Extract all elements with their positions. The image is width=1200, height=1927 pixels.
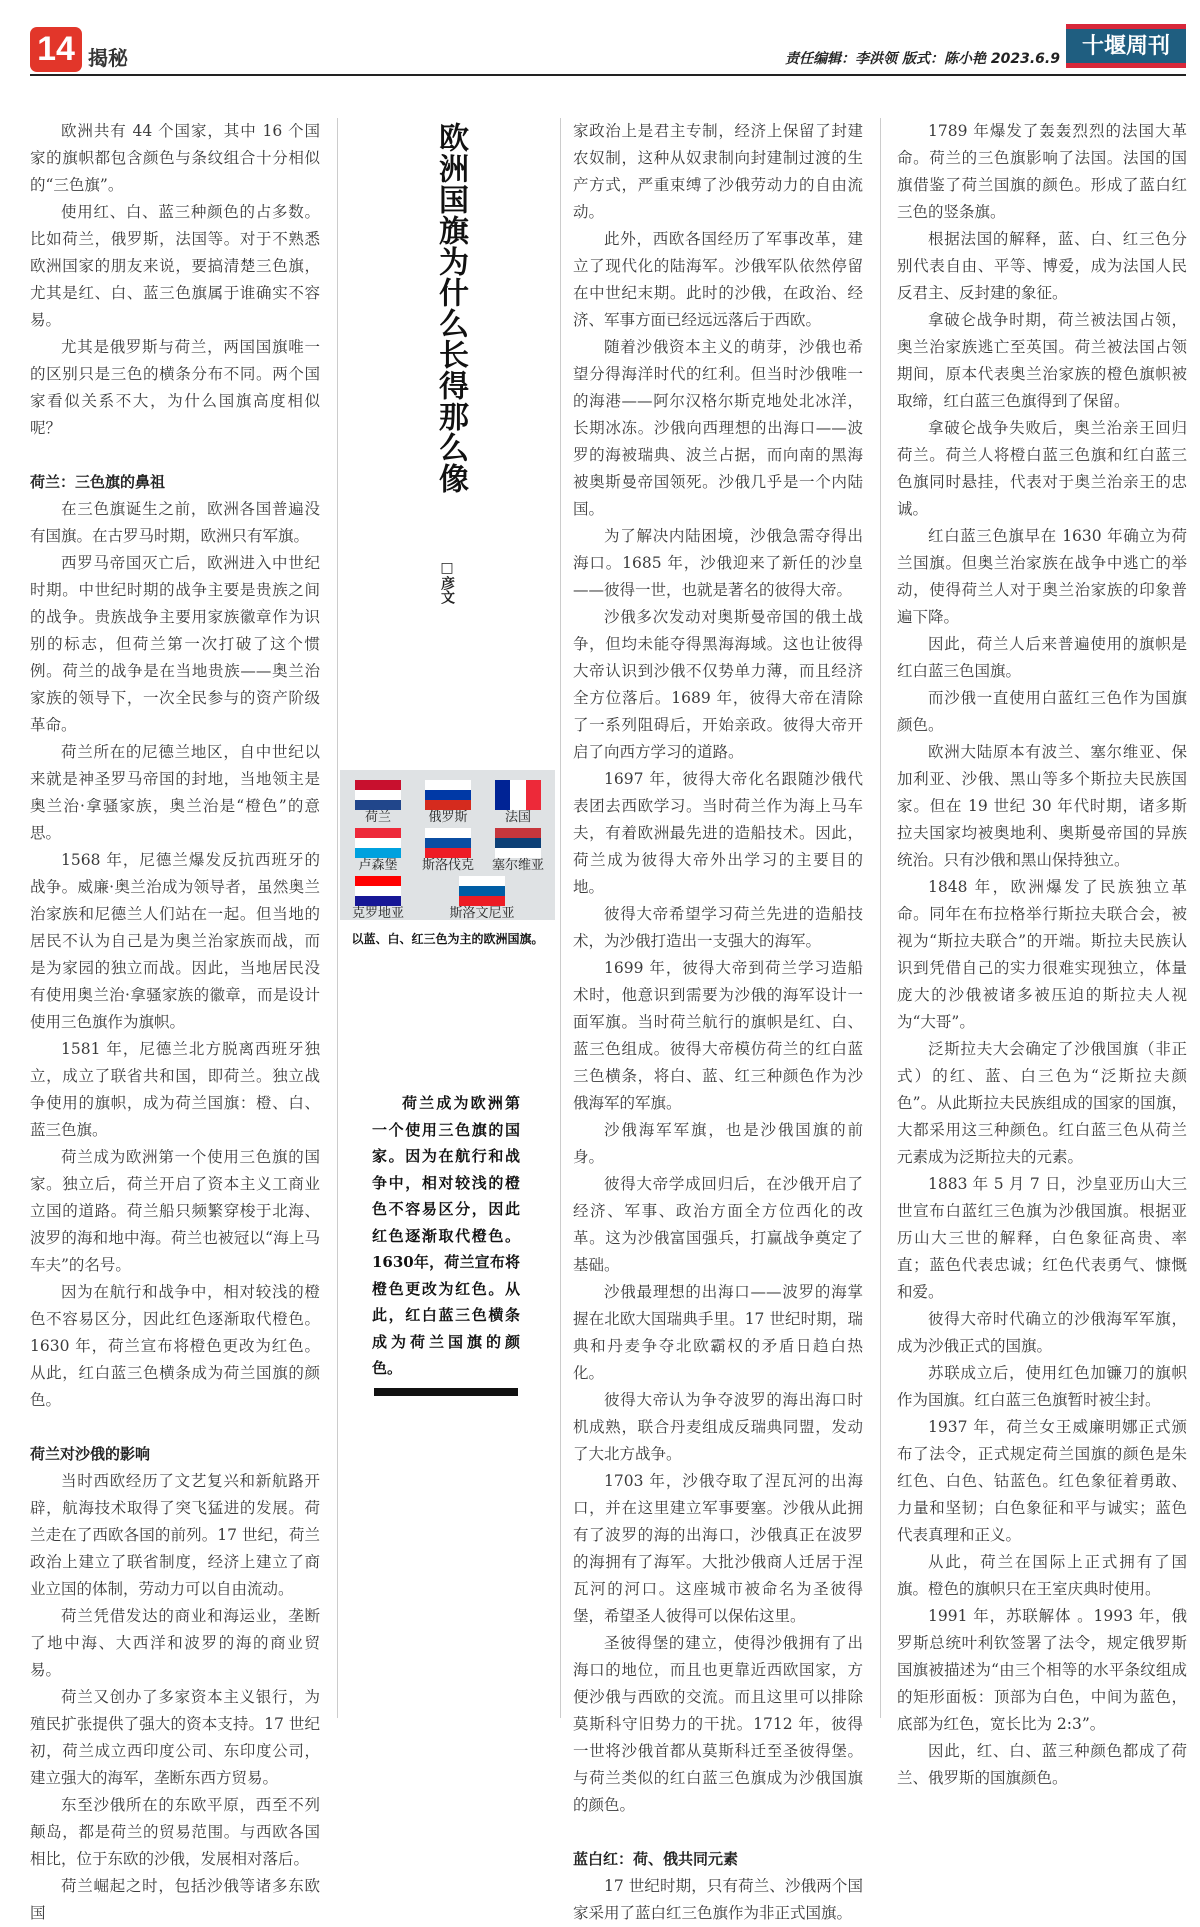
- flag-label: 卢森堡: [358, 858, 398, 873]
- paragraph: 1789 年爆发了轰轰烈烈的法国大革命。荷兰的三色旗影响了法国。法国的国旗借鉴了荷兰国旗的颜色。形成了蓝白红三色的竖条旗。: [897, 122, 1187, 221]
- paragraph: 1697 年，彼得大帝化名跟随沙俄代表团去西欧学习。当时荷兰作为海上马车夫，有着欧洲最先进的造船技术。因此，荷兰成为彼得大帝外出学习的主要目的地。: [573, 770, 863, 896]
- paragraph: 因此，荷兰人后来普遍使用的旗帜是红白蓝三色国旗。: [897, 635, 1187, 680]
- section-label: 揭秘: [88, 46, 128, 70]
- section-heading: 蓝白红：荷、俄共同元素: [573, 1850, 739, 1868]
- flag-label: 俄罗斯: [428, 810, 468, 825]
- article-column-3: [573, 118, 863, 1927]
- column-divider: [337, 118, 338, 1718]
- paragraph: 彼得大帝认为争夺波罗的海出海口时机成熟，联合丹麦组成反瑞典同盟，发动了大北方战争。: [573, 1391, 863, 1463]
- flag-label: 法国: [504, 810, 531, 825]
- paragraph: 荷兰所在的尼德兰地区，自中世纪以来就是神圣罗马帝国的封地，当地领主是奥兰治·拿骚家族，奥兰治是“橙色”的意思。: [30, 743, 320, 842]
- paragraph: 使用红、白、蓝三种颜色的占多数。比如荷兰，俄罗斯，法国等。对于不熟悉欧洲国家的朋友来说，要搞清楚三色旗，尤其是红、白、蓝三色旗属于谁确实不容易。: [30, 203, 320, 329]
- paragraph: 东至沙俄所在的东欧平原，西至不列颠岛，都是荷兰的贸易范围。与西欧各国相比，位于东欧的沙俄，发展相对落后。: [30, 1796, 320, 1868]
- paragraph: 沙俄多次发动对奥斯曼帝国的俄土战争，但均未能夺得黑海海域。这也让彼得大帝认识到沙俄不仅势单力薄，而且经济全方位落后。1689 年，彼得大帝在清除了一系列阻碍后，开始亲政。彼得大帝开启了向西方学习的道路。: [573, 608, 863, 761]
- paragraph: 拿破仑战争失败后，奥兰治亲王回归荷兰。荷兰人将橙白蓝三色旗和红白蓝三色旗同时悬挂，代表对于奥兰治亲王的忠诚。: [897, 419, 1187, 518]
- flag-icon: [355, 780, 401, 810]
- paragraph: 因为在航行和战争中，相对较浅的橙色不容易区分，因此红色逐渐取代橙色。1630 年，荷兰宣布将橙色更改为红色。从此，红白蓝三色横条成为荷兰国旗的颜色。: [30, 1283, 320, 1409]
- paragraph: 此外，西欧各国经历了军事改革，建立了现代化的陆海军。沙俄军队依然停留在中世纪末期。此时的沙俄，在政治、经济、军事方面已经远远落后于西欧。: [573, 230, 863, 329]
- paragraph: 欧洲大陆原本有波兰、塞尔维亚、保加利亚、沙俄、黑山等多个斯拉夫民族国家。但在 19 世纪 30 年代时期，诸多斯拉夫国家均被奥地利、奥斯曼帝国的异族统治。只有沙俄和黑山保持独立。: [897, 743, 1187, 869]
- paragraph: 而沙俄一直使用白蓝红三色作为国旗颜色。: [897, 689, 1187, 734]
- flag-label: 塞尔维亚: [491, 858, 544, 873]
- paragraph: 当时西欧经历了文艺复兴和新航路开辟，航海技术取得了突飞猛进的发展。荷兰走在了西欧各国的前列。17 世纪，荷兰政治上建立了联省制度，经济上建立了商业立国的体制，劳动力可以自由流动。: [30, 1472, 320, 1598]
- article-column-4: [897, 118, 1187, 1792]
- paragraph: 1699 年，彼得大帝到荷兰学习造船术时，他意识到需要为沙俄的海军设计一面军旗。当时荷兰航行的旗帜是红、白、蓝三色组成。彼得大帝模仿荷兰的红白蓝三色横条，将白、蓝、红三种颜色作为沙俄海军的军旗。: [573, 959, 863, 1112]
- pull-quote-bar: [374, 1388, 518, 1396]
- flag-label: 荷兰: [364, 810, 391, 825]
- column-divider: [880, 118, 881, 1718]
- paragraph: 苏联成立后，使用红色加镰刀的旗帜作为国旗。红白蓝三色旗暂时被尘封。: [897, 1364, 1187, 1409]
- paragraph: 尤其是俄罗斯与荷兰，两国国旗唯一的区别只是三色的横条分布不同。两个国家看似关系不大，为什么国旗高度相似呢？: [30, 338, 320, 437]
- paragraph: 1568 年，尼德兰爆发反抗西班牙的战争。威廉·奥兰治成为领导者，虽然奥兰治家族和尼德兰人们站在一起。但当地的居民不认为自己是为奥兰治家族而战，而是为家园的独立而战。因此，当地居民没有使用奥兰治·拿骚家族的徽章，而是设计使用三色旗作为旗帜。: [30, 851, 320, 1031]
- pull-quote: 荷兰成为欧洲第一个使用三色旗的国家。因为在航行和战争中，相对较浅的橙色不容易区分，因此红色逐渐取代橙色。1630年，荷兰宣布将橙色更改为红色。从此，红白蓝三色横条成为荷兰国旗的颜色。: [372, 1094, 520, 1377]
- paragraph: 1937 年，荷兰女王威廉明娜正式颁布了法令，正式规定荷兰国旗的颜色是朱红色、白色、钴蓝色。红色象征着勇敢、力量和坚韧；白色象征和平与诚实；蓝色代表真理和正义。: [897, 1418, 1187, 1544]
- flag-5: [412, 822, 484, 874]
- paragraph: 从此，荷兰在国际上正式拥有了国旗。橙色的旗帜只在王室庆典时使用。: [897, 1553, 1187, 1598]
- paragraph: 随着沙俄资本主义的萌芽，沙俄也希望分得海洋时代的红利。但当时沙俄唯一的海港——阿尔汉格尔斯克地处北冰洋，长期冰冻。沙俄向西理想的出海口——波罗的海被瑞典、波兰占据，而向南的黑海被奥斯曼帝国领死。沙俄几乎是一个内陆国。: [573, 338, 863, 518]
- paragraph: 圣彼得堡的建立，使得沙俄拥有了出海口的地位，而且也更靠近西欧国家，方便沙俄与西欧的交流。而且这里可以排除莫斯科守旧势力的干扰。1712 年，彼得一世将沙俄首都从莫斯科迁至圣彼得堡。与荷兰类似的红白蓝三色旗成为沙俄国旗的颜色。: [573, 1634, 863, 1814]
- flag-icon: [495, 780, 541, 810]
- flag-icon: [425, 828, 471, 858]
- paragraph: 因此，红、白、蓝三种颜色都成了荷兰、俄罗斯的国旗颜色。: [897, 1742, 1187, 1787]
- paragraph: 西罗马帝国灭亡后，欧洲进入中世纪时期。中世纪时期的战争主要是贵族之间的战争。贵族战争主要用家族徽章作为识别的标志，但荷兰第一次打破了这个惯例。荷兰的战争是在当地贵族——奥兰治家族的领导下，一次全民参与的资产阶级革命。: [30, 554, 320, 734]
- section-heading: 荷兰对沙俄的影响: [30, 1445, 151, 1463]
- flag-7: [342, 870, 414, 922]
- paragraph: 根据法国的解释，蓝、白、红三色分别代表自由、平等、博爱，成为法国人民反君主、反封建的象征。: [897, 230, 1187, 302]
- header-rule: [30, 74, 1186, 76]
- paragraph: 红白蓝三色旗早在 1630 年确立为荷兰国旗。但奥兰治家族在战争中逃亡的举动，使得荷兰人对于奥兰治家族的印象普遍下降。: [897, 527, 1187, 626]
- paragraph: 荷兰成为欧洲第一个使用三色旗的国家。独立后，荷兰开启了资本主义工商业立国的道路。荷兰船只频繁穿梭于北海、波罗的海和地中海。荷兰也被冠以“海上马车夫”的名号。: [30, 1148, 320, 1274]
- byline: □彦文: [439, 560, 455, 604]
- editor-credits: 责任编辑：李洪领 版式：陈小艳 2023.6.9: [785, 51, 1060, 67]
- flag-4: [342, 822, 414, 874]
- pull-quote-box: [372, 1090, 520, 1396]
- paragraph: 沙俄最理想的出海口——波罗的海掌握在北欧大国瑞典手里。17 世纪时期，瑞典和丹麦争夺北欧霸权的矛盾日趋白热化。: [573, 1283, 863, 1382]
- flag-label: 斯洛文尼亚: [449, 906, 515, 921]
- paragraph: 1991 年，苏联解体 。1993 年，俄罗斯总统叶利钦签署了法令，规定俄罗斯国旗被描述为“由三个相等的水平条纹组成的矩形面板：顶部为白色，中间为蓝色，底部为红色，宽长比为 2:3”。: [897, 1607, 1187, 1733]
- flag-icon: [459, 876, 505, 906]
- flag-label: 克罗地亚: [351, 906, 404, 921]
- paragraph: 泛斯拉夫大会确定了沙俄国旗（非正式）的红、蓝、白三色为“泛斯拉夫颜色”。从此斯拉夫民族组成的国家的国旗，大都采用这三种颜色。红白蓝三色从荷兰元素成为泛斯拉夫的元素。: [897, 1040, 1187, 1166]
- paragraph: 1848 年，欧洲爆发了民族独立革命。同年在布拉格举行斯拉夫联合会，被视为“斯拉夫联合”的开端。斯拉夫民族认识到凭借自己的实力很难实现独立，体量庞大的沙俄被诸多被压迫的斯拉夫人视为“大哥”。: [897, 878, 1187, 1031]
- paragraph: 在三色旗诞生之前，欧洲各国普遍没有国旗。在古罗马时期，欧洲只有军旗。: [30, 500, 320, 545]
- paragraph: 彼得大帝希望学习荷兰先进的造船技术，为沙俄打造出一支强大的海军。: [573, 905, 863, 950]
- paragraph: 荷兰凭借发达的商业和海运业，垄断了地中海、大西洋和波罗的海的商业贸易。: [30, 1607, 320, 1679]
- paragraph: 为了解决内陆困境，沙俄急需夺得出海口。1685 年，沙俄迎来了新任的沙皇——彼得一世，也就是著名的彼得大帝。: [573, 527, 863, 599]
- paragraph: 欧洲共有 44 个国家，其中 16 个国家的旗帜都包含颜色与条纹组合十分相似的“三色旗”。: [30, 122, 320, 194]
- paragraph: 荷兰崛起之时，包括沙俄等诸多东欧国: [30, 1877, 320, 1922]
- flag-label: 斯洛伐克: [421, 858, 474, 873]
- flag-icon: [355, 876, 401, 906]
- section-heading: 荷兰：三色旗的鼻祖: [30, 473, 166, 491]
- paragraph: 1581 年，尼德兰北方脱离西班牙独立，成立了联省共和国，即荷兰。独立战争使用的旗帜，成为荷兰国旗：橙、白、蓝三色旗。: [30, 1040, 320, 1139]
- paragraph: 1883 年 5 月 7 日，沙皇亚历山大三世宣布白蓝红三色旗为沙俄国旗。根据亚历山大三世的解释，白色象征高贵、率直；蓝色代表忠诚；红色代表勇气、慷慨和爱。: [897, 1175, 1187, 1301]
- article-column-1: [30, 118, 320, 1927]
- paragraph: 拿破仑战争时期，荷兰被法国占领，奥兰治家族逃亡至英国。荷兰被法国占领期间，原本代表奥兰治家族的橙色旗帜被取缔，红白蓝三色旗得到了保留。: [897, 311, 1187, 410]
- flag-icon: [425, 780, 471, 810]
- flag-1: [342, 774, 414, 826]
- flags-image: [340, 770, 555, 920]
- paragraph: 1703 年，沙俄夺取了涅瓦河的出海口，并在这里建立军事要塞。沙俄从此拥有了波罗的海的出海口，沙俄真正在波罗的海拥有了海军。大批沙俄商人迁居于涅瓦河的河口。这座城市被命名为圣彼得堡，希望圣人彼得可以保佑这里。: [573, 1472, 863, 1625]
- paragraph: 荷兰又创办了多家资本主义银行，为殖民扩张提供了强大的资本支持。17 世纪初，荷兰成立西印度公司、东印度公司，建立强大的海军，垄断东西方贸易。: [30, 1688, 320, 1787]
- paragraph: 17 世纪时期，只有荷兰、沙俄两个国家采用了蓝白红三色旗作为非正式国旗。: [573, 1877, 863, 1922]
- page-number-badge: 14: [30, 27, 82, 72]
- article-title: 欧洲国旗为什么长得那么像: [433, 122, 468, 494]
- flag-6: [482, 822, 554, 874]
- paragraph: 彼得大帝时代确立的沙俄海军军旗，成为沙俄正式的国旗。: [897, 1310, 1187, 1355]
- paragraph: 彼得大帝学成回归后，在沙俄开启了经济、军事、政治方面全方位西化的改革。这为沙俄富国强兵，打赢战争奠定了基础。: [573, 1175, 863, 1274]
- paragraph: 沙俄海军军旗，也是沙俄国旗的前身。: [573, 1121, 863, 1166]
- paragraph: 家政治上是君主专制，经济上保留了封建农奴制，这种从奴隶制向封建制过渡的生产方式，严重束缚了沙俄劳动力的自由流动。: [573, 122, 863, 221]
- image-caption: 以蓝、白、红三色为主的欧洲国旗。: [351, 932, 544, 946]
- publication-logo: 十堰周刊: [1066, 24, 1186, 68]
- flag-icon: [495, 828, 541, 858]
- column-divider: [560, 118, 561, 1718]
- flag-3: [482, 774, 554, 826]
- flag-8: [412, 870, 552, 922]
- flag-2: [412, 774, 484, 826]
- flag-icon: [355, 828, 401, 858]
